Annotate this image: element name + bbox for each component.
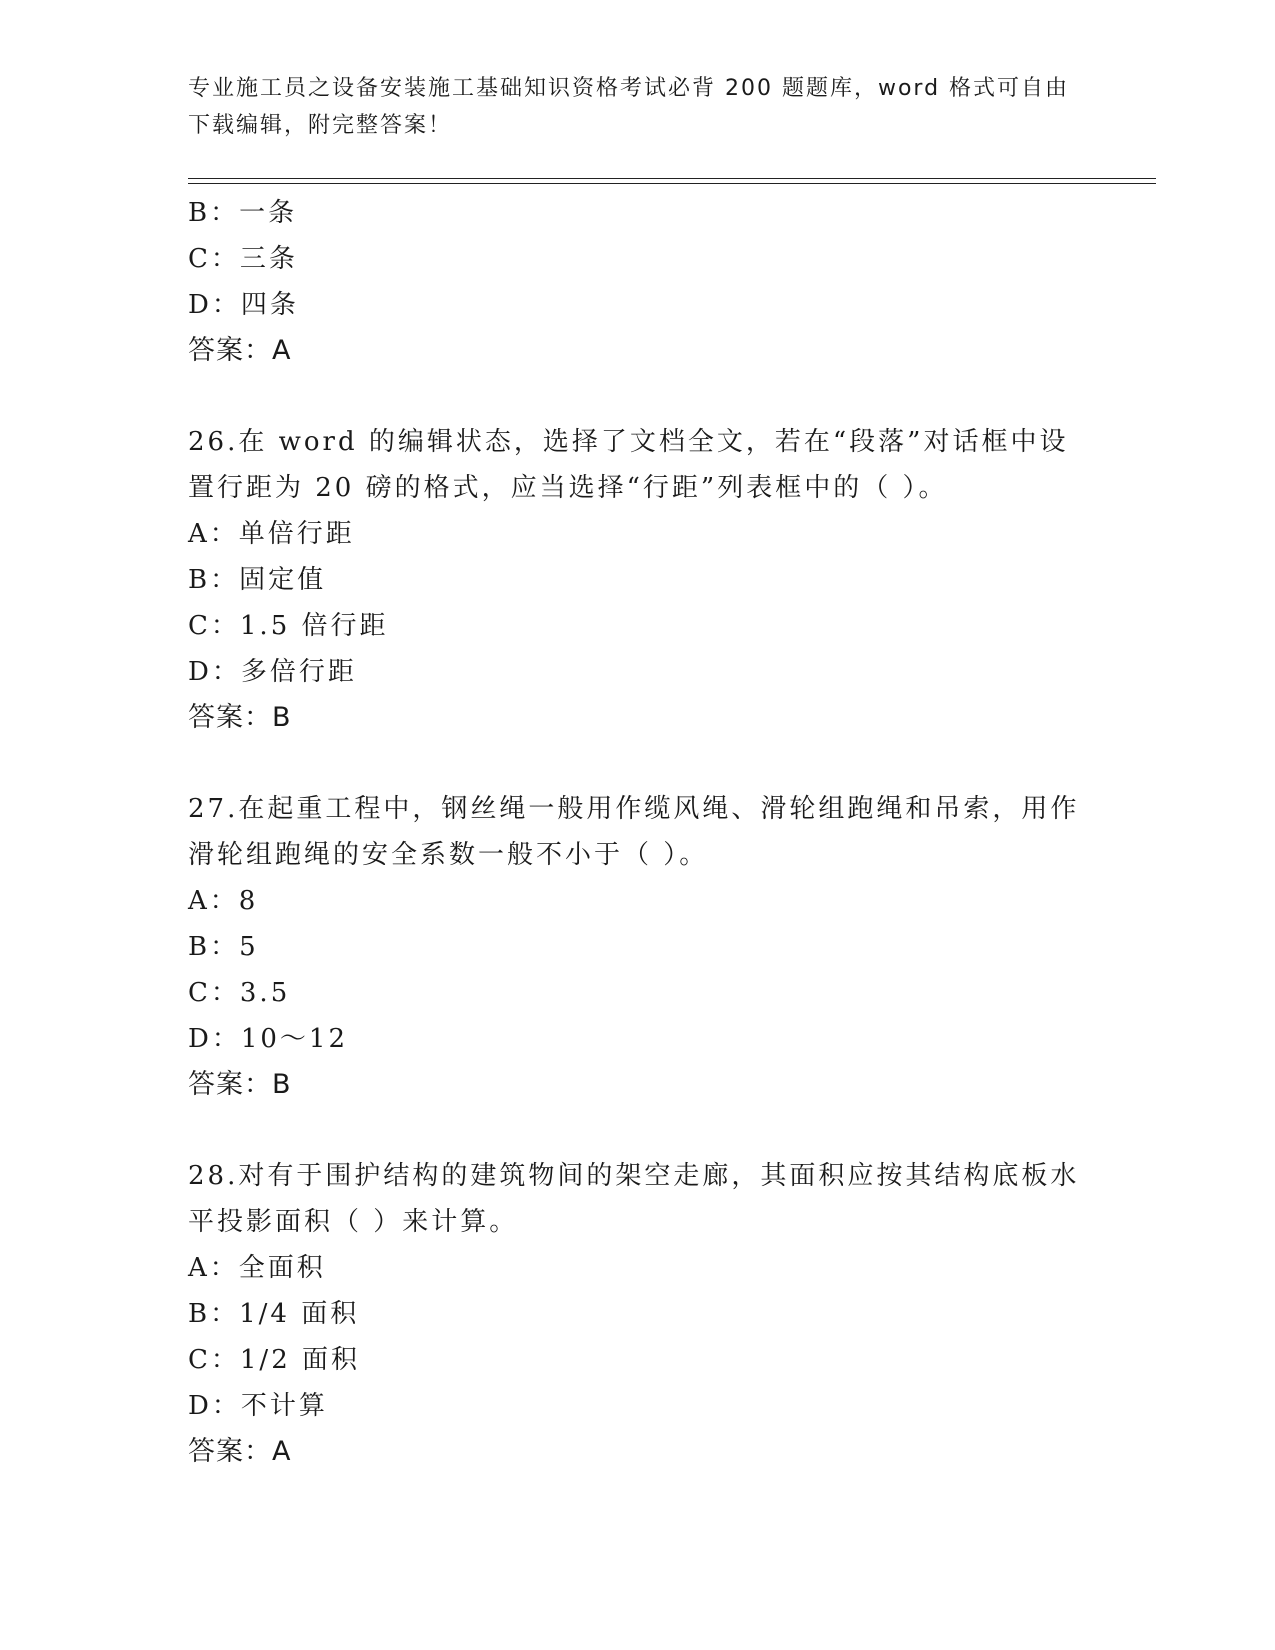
question-27 — [188, 786, 1088, 1108]
question-28 — [188, 1153, 1088, 1475]
option-b: B：1/4 面积 — [188, 1299, 360, 1329]
document-header — [188, 70, 1088, 144]
question-stem — [188, 419, 1088, 511]
option-c: C：3.5 — [188, 978, 291, 1008]
stem-line-1: 27.在起重工程中，钢丝绳一般用作缆风绳、滑轮组跑绳和吊索，用作 — [188, 794, 1080, 824]
stem-line-2: 平投影面积（ ）来计算。 — [188, 1207, 519, 1237]
header-line-1: 专业施工员之设备安装施工基础知识资格考试必背 200 题题库，word 格式可自由 — [188, 76, 1070, 101]
stem-line-1: 28.对有于围护结构的建筑物间的架空走廊，其面积应按其结构底板水 — [188, 1161, 1080, 1191]
answer-line: 答案：A — [188, 1436, 292, 1467]
option-b: B：一条 — [188, 198, 298, 228]
option-a: A：单倍行距 — [188, 519, 355, 549]
option-c: C：1/2 面积 — [188, 1345, 361, 1375]
question-stem — [188, 786, 1088, 878]
stem-line-2: 置行距为 20 磅的格式，应当选择“行距”列表框中的（ ）。 — [188, 473, 948, 503]
option-b: B：固定值 — [188, 565, 327, 595]
answer-line: 答案：A — [188, 335, 292, 366]
option-d: D：10～12 — [188, 1024, 349, 1054]
answer-line: 答案：B — [188, 702, 292, 733]
stem-line-1: 26.在 word 的编辑状态，选择了文档全文，若在“段落”对话框中设 — [188, 427, 1069, 457]
question-stem — [188, 1153, 1088, 1245]
option-d: D：四条 — [188, 290, 299, 320]
document-body — [188, 190, 1088, 1520]
stem-line-2: 滑轮组跑绳的安全系数一般不小于（ ）。 — [188, 840, 709, 870]
header-line-2: 下载编辑，附完整答案！ — [188, 113, 453, 138]
option-a: A：8 — [188, 886, 259, 916]
header-rule-bottom — [188, 183, 1156, 184]
question-26 — [188, 419, 1088, 741]
option-d: D：多倍行距 — [188, 657, 357, 687]
question-25 — [188, 190, 1088, 374]
option-a: A：全面积 — [188, 1253, 326, 1283]
header-rule-top — [188, 178, 1156, 179]
option-b: B：5 — [188, 932, 259, 962]
option-c: C：三条 — [188, 244, 298, 274]
answer-line: 答案：B — [188, 1069, 292, 1100]
option-c: C：1.5 倍行距 — [188, 611, 389, 641]
option-d: D：不计算 — [188, 1391, 328, 1421]
